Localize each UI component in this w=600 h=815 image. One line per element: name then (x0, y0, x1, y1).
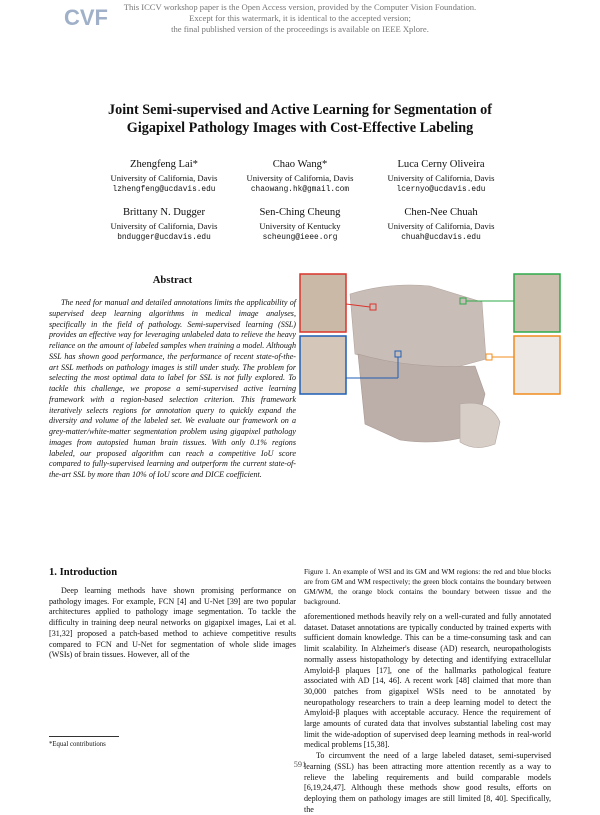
introduction-body (49, 586, 296, 661)
watermark-line-2: Except for this watermark, it is identical to the accepted version; (189, 13, 411, 23)
author-name: Chen-Nee Chuah (404, 207, 478, 218)
wm-crop-blue (300, 336, 346, 394)
author-email[interactable]: lcernyo@ucdavis.edu (396, 186, 486, 194)
author-affiliation: University of California, Davis (110, 173, 218, 183)
abstract-heading: Abstract (152, 275, 193, 286)
author-email[interactable]: bndugger@ucdavis.edu (117, 234, 211, 242)
author-affiliation: University of California, Davis (387, 221, 495, 231)
abstract-text: The need for manual and detailed annotations limits the applicability of supervised deep learning algorithms in medical image analyses, specifically in the field of pathology. Semi-supervised learning (SSL) provides an effective way for leveraging unlabeled data to relieve the heavy reliance on the amount of labeled samples when training a model. Although SSL has shown good performance, the performance of recent state-of-the-art SSL methods on pathology images is still under study. The problem for selecting the most optimal data to label for SSL is not fully explored. To tackle this challenge, we propose a semi-supervised active learning framework with a region-based selection criterion. This framework iteratively selects regions for annotation query to quickly expand the diversity and volume of the labeled set. We evaluate our framework on a grey-matter/white-matter segmentation problem using gigapixel pathology images from autopsied human brain tissues. With only 0.1% regions labeled, our proposed algorithm can reach a competitive IoU score compared to fully-supervised learning and outperform the current state-of-the-art SSL by more than 10% of IoU score and DICE coefficient. (49, 298, 296, 479)
wsi-lower-right (460, 403, 500, 447)
author-email[interactable]: chaowang.hk@gmail.com (250, 186, 350, 194)
background-crop-orange (514, 336, 560, 394)
author-name: Brittany N. Dugger (122, 207, 206, 218)
figure-1 (300, 274, 560, 559)
author-name: Luca Cerny Oliveira (397, 159, 485, 170)
right-column-paragraph-1: aforementioned methods heavily rely on a well-curated and fully annotated dataset. Dataset annotations are typically conducted by trained experts with sufficient domain knowledge. This can be a time-consuming task and can limit scalability. In Alzheimer's disease (AD) research, neuropathologists normally assess histopathology by detecting and identifying extracellular Amyloid-β plaques [17], one of the hallmarks pathological feature associated with AD [14, 46]. A recent work [48] claimed that more than 30,000 patches from gigapixel WSIs need to be annotated by neuropathology researchers to train a deep learning model to detect the Amyloid-β plaques with acceptable accuracy. Hence the requirement of large amounts of curated data that involves substantial labeling cost may limit the wide-adoption of supervised deep learning methods in real-world medical problems [15,38]. (304, 612, 551, 750)
abstract-body (49, 298, 296, 481)
author-affiliation: University of Kentucky (259, 221, 341, 231)
right-column-body (304, 612, 551, 814)
cvf-logo-text: CVF (64, 5, 108, 30)
author-email[interactable]: chuah@ucdavis.edu (401, 234, 481, 242)
introduction-heading: 1. Introduction (49, 567, 118, 578)
boundary-crop-green (514, 274, 560, 332)
author-affiliation: University of California, Davis (110, 221, 218, 231)
page-number: 591 (293, 760, 307, 769)
gm-crop-red (300, 274, 346, 332)
author-affiliation: University of California, Davis (387, 173, 495, 183)
footnote: *Equal contributions (49, 741, 106, 748)
paper-title-line-2: Gigapixel Pathology Images with Cost-Effective Labeling (126, 120, 474, 136)
paper-title-line-1: Joint Semi-supervised and Active Learning for Segmentation of (108, 102, 492, 118)
author-affiliation: University of California, Davis (246, 173, 354, 183)
author-email[interactable]: scheung@ieee.org (262, 234, 338, 242)
author-block (356, 206, 526, 244)
right-column-paragraph-2: To circumvent the need of a large labeled dataset, semi-supervised learning (SSL) has been attracting more attention recently as a way to relieve the labeling requirements and build comparable models [6,19,24,47]. Although these methods show good results, efforts on deploying them on pathology images are still limited [8, 40]. Specifically, the (304, 751, 551, 814)
introduction-text: Deep learning methods have shown promising performance on pathology images. For example, FCN [4] and U-Net [39] are two popular architectures applied to pathology image segmentation. To tackle the difficulty in training deep neural networks on gigapixel images, Lai et al. [31,32] proposed a patch-based method to achieve competitive results compared to FCN and U-Net for segmentation of whole slide images (WSIs) of brain tissues. However, all of the (49, 586, 296, 660)
author-name: Zhengfeng Lai* (130, 159, 198, 170)
author-block (356, 158, 526, 196)
author-name: Sen-Ching Cheung (259, 207, 341, 218)
orange-block (486, 354, 492, 360)
author-email[interactable]: lzhengfeng@ucdavis.edu (112, 186, 216, 194)
figure-1-caption: Figure 1. An example of WSI and its GM and WM regions: the red and blue blocks are from GM and WM respectively; the green block contains the boundary between GM/WM, the orange block contains the boundary between tissue and the background. (304, 567, 551, 606)
author-name: Chao Wang* (272, 159, 328, 170)
watermark-line-3: the final published version of the proceedings is available on IEEE Xplore. (171, 24, 429, 34)
watermark-line-1: This ICCV workshop paper is the Open Access version, provided by the Computer Vision Foundation. (123, 2, 477, 12)
footnote-rule (49, 736, 119, 737)
